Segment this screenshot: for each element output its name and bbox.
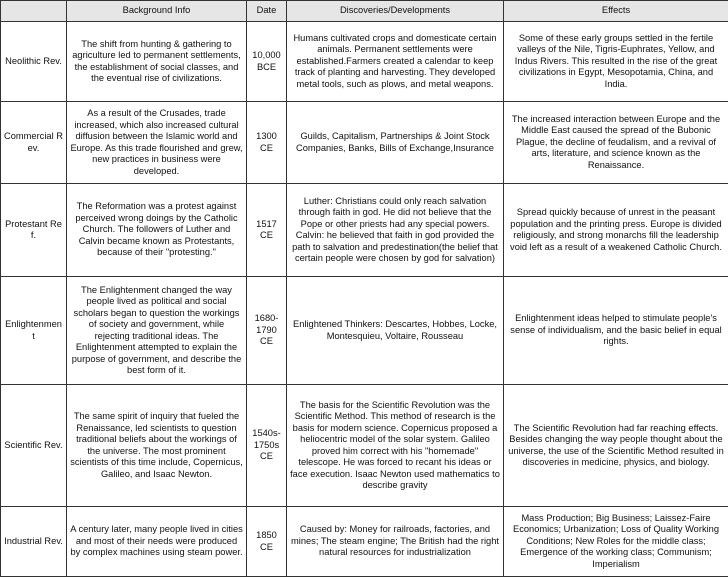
background-info-cell: The shift from hunting & gathering to agriculture led to permanent settlements, the establishment of social classes, and the eventual rise of civilizations.	[67, 22, 247, 102]
header-effects: Effects	[504, 1, 728, 22]
effects-cell: The Scientific Revolution had far reaching effects. Besides changing the way people thought about the universe, the use of the Scientific Method resulted in discoveries in medicine, physics, and biology.	[504, 385, 728, 507]
table-row	[1, 277, 728, 385]
header-blank	[1, 1, 67, 22]
table-row	[1, 507, 728, 577]
table-row	[1, 184, 728, 277]
discoveries-cell: Caused by: Money for railroads, factories, and mines; The steam engine; The British had the right natural resources for industrialization	[287, 507, 504, 577]
header-discoveries: Discoveries/Developments	[287, 1, 504, 22]
background-info-cell: The Enlightenment changed the way people lived as political and social scholars began to question the workings of society and government, while rejecting traditional ideas. The Enlightenment attempted to explain the purpose of government, and describe the best form of it.	[67, 277, 247, 385]
discoveries-cell: The basis for the Scientific Revolution was the Scientific Method. This method of research is the basis for modern science. Copernicus proposed a heliocentric model of the solar system. Galileo proved him correct with his "homemade" telescope. He was forced to recant his ideas or face execution. Isaac Newton used mathematics to describe gravity	[287, 385, 504, 507]
background-info-cell: The Reformation was a protest against perceived wrong doings by the Catholic Church. The followers of Luther and Calvin became known as Protestants, because of their "protesting."	[67, 184, 247, 277]
discoveries-cell: Humans cultivated crops and domesticate certain animals. Permanent settlements were established.Farmers created a calendar to keep track of planting and harvesting. They developed metal tools, such as plows, and metal weapons.	[287, 22, 504, 102]
revolution-name: Neolithic Rev.	[1, 22, 67, 102]
date-cell: 1300 CE	[247, 102, 287, 184]
revolution-name: Industrial Rev.	[1, 507, 67, 577]
effects-cell: Enlightenment ideas helped to stimulate people's sense of individualism, and the basic belief in equal rights.	[504, 277, 728, 385]
date-cell: 1680-1790 CE	[247, 277, 287, 385]
background-info-cell: A century later, many people lived in cities and most of their needs were produced by complex machines using steam power.	[67, 507, 247, 577]
date-cell: 1540s-1750s CE	[247, 385, 287, 507]
background-info-cell: As a result of the Crusades, trade increased, which also increased cultural diffusion between the Islamic world and Europe. As this trade flourished and grew, new practices in business were developed.	[67, 102, 247, 184]
discoveries-cell: Enlightened Thinkers: Descartes, Hobbes, Locke, Montesquieu, Voltaire, Rousseau	[287, 277, 504, 385]
date-cell: 1517 CE	[247, 184, 287, 277]
effects-cell: Some of these early groups settled in the fertile valleys of the Nile, Tigris-Euphrates, Yellow, and Indus Rivers. This resulted in the rise of the great civilizations in Egypt, Mesopotamia, China, and India.	[504, 22, 728, 102]
header-background-info: Background Info	[67, 1, 247, 22]
background-info-cell: The same spirit of inquiry that fueled the Renaissance, led scientists to question traditional beliefs about the workings of the universe. The most prominent scientists of this time include, Copernicus, Galileo, and Isaac Newton.	[67, 385, 247, 507]
header-row	[1, 1, 728, 22]
table-row	[1, 102, 728, 184]
date-cell: 1850 CE	[247, 507, 287, 577]
revolution-name: Scientific Rev.	[1, 385, 67, 507]
revolution-name: Commercial Rev.	[1, 102, 67, 184]
revolution-name: Enlightenment	[1, 277, 67, 385]
effects-cell: The increased interaction between Europe and the Middle East caused the spread of the Bubonic Plague, the decline of feudalism, and a revival of arts, literature, and science known as the Renaissance.	[504, 102, 728, 184]
revolution-name: Protestant Ref.	[1, 184, 67, 277]
table-row	[1, 385, 728, 507]
effects-cell: Mass Production; Big Business; Laissez-Faire Economics; Urbanization; Loss of Quality Working Conditions; New Roles for the middle class; Emergence of the working class; Communism; Imperialism	[504, 507, 728, 577]
discoveries-cell: Luther: Christians could only reach salvation through faith in god. He did not believe that the Pope or other priests had any special powers. Calvin: he believed that faith in god provided the path to salvation and predestination(the belief that certain people were chosen by god for salvation)	[287, 184, 504, 277]
date-cell: 10,000 BCE	[247, 22, 287, 102]
discoveries-cell: Guilds, Capitalism, Partnerships & Joint Stock Companies, Banks, Bills of Exchange,Insurance	[287, 102, 504, 184]
effects-cell: Spread quickly because of unrest in the peasant population and the printing press. Europe is divided religiously, and strong monarchs fill the leadership void left as a result of a weakened Catholic Church.	[504, 184, 728, 277]
table-row	[1, 22, 728, 102]
header-date: Date	[247, 1, 287, 22]
